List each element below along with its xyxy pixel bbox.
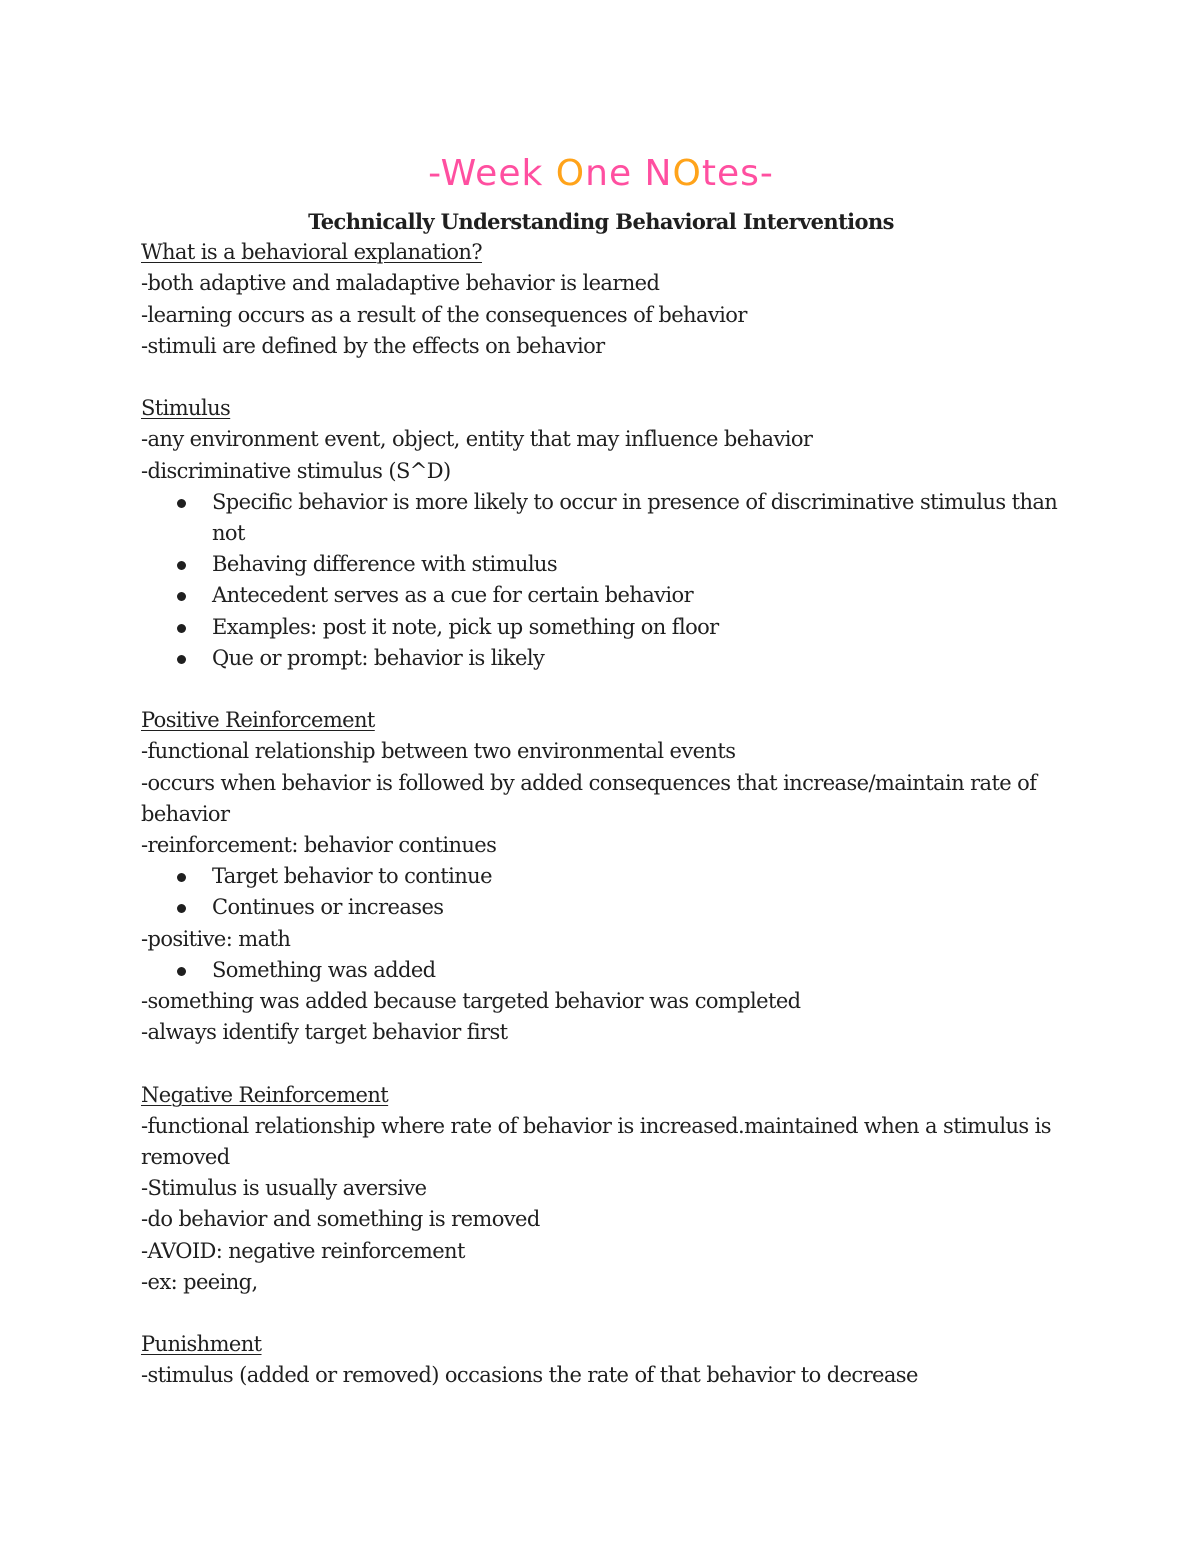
bullet-text: Specific behavior is more likely to occur in presence of discriminative stimulus than not	[212, 489, 1058, 546]
note-line: -AVOID: negative reinforcement	[141, 1238, 465, 1263]
note-line: -stimuli are defined by the effects on behavior	[141, 333, 605, 358]
bullet-text: Behaving difference with stimulus	[212, 552, 558, 577]
note-line: -Stimulus is usually aversive	[141, 1176, 427, 1201]
title-part-o: O	[555, 153, 586, 194]
section-heading: What is a behavioral explanation?	[141, 240, 482, 265]
page-title	[141, 150, 1061, 198]
bullet-item	[212, 643, 1061, 674]
title-dash-right: -	[759, 153, 774, 194]
title-part-ne: ne	[585, 153, 633, 194]
spacer	[141, 1298, 1061, 1329]
section-heading: Negative Reinforcement	[141, 1082, 389, 1107]
title-space	[632, 153, 644, 194]
section-stimulus	[141, 393, 1061, 674]
title-part-tes: tes	[701, 153, 760, 194]
note-line: -ex: peeing,	[141, 1269, 258, 1294]
bullet-item	[212, 861, 1061, 892]
bullet-item	[212, 487, 1061, 549]
spacer	[141, 1048, 1061, 1079]
spacer	[141, 674, 1061, 705]
title-part-k: k	[521, 153, 544, 194]
bullet-item	[212, 580, 1061, 611]
title-part-ee: ee	[475, 153, 522, 194]
section-explanation	[141, 237, 1061, 362]
bullet-item	[212, 955, 1061, 986]
section-heading: Punishment	[141, 1332, 262, 1357]
bullet-text: Antecedent serves as a cue for certain behavior	[212, 583, 694, 608]
bullet-text: Target behavior to continue	[212, 864, 492, 889]
section-positive-reinforcement	[141, 705, 1061, 1048]
spacer	[141, 362, 1061, 393]
note-line: -always identify target behavior first	[141, 1020, 508, 1045]
note-line: -reinforcement: behavior continues	[141, 833, 497, 858]
bullet-dot-icon	[177, 592, 186, 601]
note-line: -positive: math	[141, 926, 291, 951]
note-line: -stimulus (added or removed) occasions the rate of that behavior to decrease	[141, 1363, 918, 1388]
bullet-dot-icon	[177, 873, 186, 882]
bullet-dot-icon	[177, 499, 186, 508]
note-line: -any environment event, object, entity that may influence behavior	[141, 427, 813, 452]
note-line: -functional relationship between two environmental events	[141, 739, 736, 764]
bullet-item	[212, 549, 1061, 580]
bullet-text: Continues or increases	[212, 895, 444, 920]
bullet-dot-icon	[177, 967, 186, 976]
bullet-list	[141, 955, 1061, 986]
note-line: -learning occurs as a result of the consequences of behavior	[141, 302, 747, 327]
section-negative-reinforcement	[141, 1080, 1061, 1298]
note-line: -something was added because targeted behavior was completed	[141, 989, 801, 1014]
bullet-item	[212, 892, 1061, 923]
note-line: -discriminative stimulus (S^D)	[141, 458, 451, 483]
section-heading: Positive Reinforcement	[141, 708, 375, 733]
bullet-dot-icon	[177, 655, 186, 664]
note-line: -do behavior and something is removed	[141, 1207, 540, 1232]
note-line: -both adaptive and maladaptive behavior is learned	[141, 271, 660, 296]
bullet-text: Que or prompt: behavior is likely	[212, 645, 545, 670]
section-heading: Stimulus	[141, 396, 231, 421]
document-page	[141, 150, 1061, 1392]
section-punishment	[141, 1329, 1061, 1391]
title-dash-left: -	[428, 153, 441, 194]
bullet-dot-icon	[177, 904, 186, 913]
subtitle: Technically Understanding Behavioral Interventions	[308, 209, 894, 234]
title-part-o2: O	[672, 153, 702, 194]
bullet-dot-icon	[177, 561, 186, 570]
title-space	[543, 153, 555, 194]
bullet-text: Examples: post it note, pick up something on floor	[212, 614, 719, 639]
note-line: -functional relationship where rate of behavior is increased.maintained when a stimulus is removed	[141, 1113, 1058, 1170]
title-part-n: N	[644, 153, 673, 194]
bullet-dot-icon	[177, 624, 186, 633]
note-line: -occurs when behavior is followed by added consequences that increase/maintain rate of behavior	[141, 770, 1043, 826]
title-part-w: W	[440, 153, 476, 194]
bullet-list	[141, 861, 1061, 923]
bullet-item	[212, 612, 1061, 643]
bullet-text: Something was added	[212, 957, 436, 982]
bullet-list	[141, 487, 1061, 674]
